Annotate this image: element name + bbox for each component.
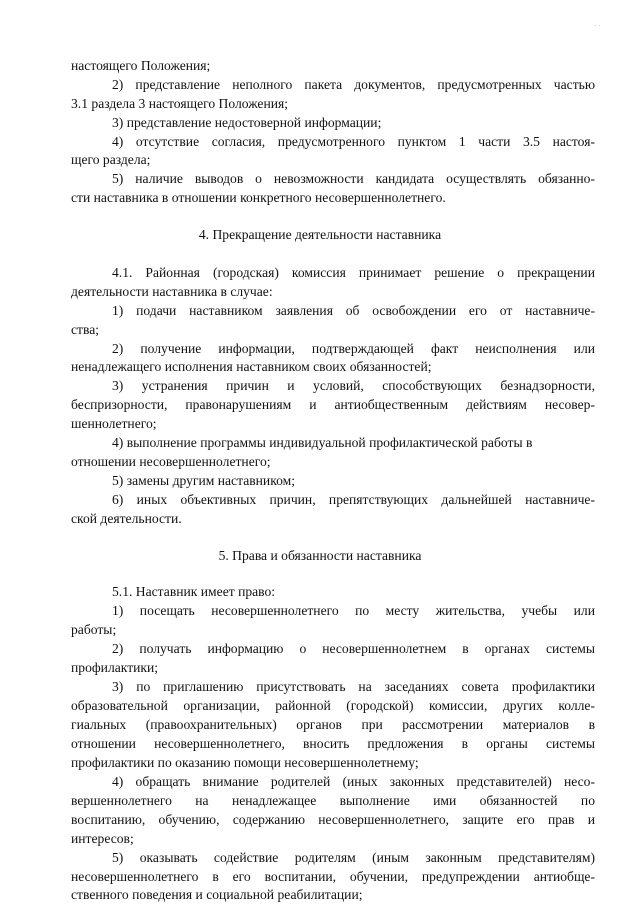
text-line: работы; xyxy=(71,622,117,637)
text-line: ской деятельности. xyxy=(71,511,182,526)
text-line: ства; xyxy=(71,322,100,337)
text-line: образовательной организации, районной (городской) комиссии, других колле- xyxy=(71,698,595,713)
text-line: шеннолетнего; xyxy=(71,416,157,431)
text-line: 5.1. Наставник имеет право: xyxy=(112,584,276,599)
text-line: сти наставника в отношении конкретного несовершеннолетнего. xyxy=(71,190,446,205)
text-line: несовершеннолетнего в его воспитании, обучении, предупреждении антиобще- xyxy=(71,869,595,884)
text-line: гиальных (правоохранительных) органов при рассмотрении материалов в xyxy=(71,717,595,732)
text-line: 3) устранения причин и условий, способствующих безнадзорности, xyxy=(112,378,595,393)
text-line: 5) замены другим наставником; xyxy=(112,473,296,488)
text-line: отношении несовершеннолетнего, вносить предложения в органы системы xyxy=(71,736,595,751)
text-line: 2) получать информацию о несовершеннолетнем в органах системы xyxy=(112,641,595,656)
text-line: беспризорности, правонарушениям и антиобщественным действиям несовер- xyxy=(71,397,595,412)
corner-mark: · · xyxy=(594,22,601,30)
text-line: 4) обращать внимание родителей (иных законных представителей) несо- xyxy=(112,774,595,789)
text-line: ненадлежащего исполнения наставником своих обязанностей; xyxy=(71,359,432,374)
text-line: щего раздела; xyxy=(71,152,151,167)
text-line: 5) оказывать содействие родителям (иным законным представителям) xyxy=(112,850,595,865)
text-line: 1) посещать несовершеннолетнего по месту жительства, учебы или xyxy=(112,603,595,618)
text-line: 2) представление неполного пакета документов, предусмотренных частью xyxy=(112,77,595,92)
text-line: 2) получение информации, подтверждающей факт неисполнения или xyxy=(112,341,595,356)
text-line: деятельности наставника в случае: xyxy=(71,284,273,299)
text-line: 5) наличие выводов о невозможности кандидата осуществлять обязанно- xyxy=(112,171,595,186)
text-line: 4) выполнение программы индивидуальной профилактической работы в xyxy=(112,435,533,450)
text-line: интересов; xyxy=(71,831,134,846)
text-line: настоящего Положения; xyxy=(71,58,211,73)
section-title: 5. Права и обязанности наставника xyxy=(218,548,422,563)
section-title: 4. Прекращение деятельности наставника xyxy=(198,227,442,242)
text-line: 4) отсутствие согласия, предусмотренного пунктом 1 части 3.5 настоя- xyxy=(112,134,595,149)
text-line: 3) по приглашению присутствовать на заседаниях совета профилактики xyxy=(112,679,595,694)
text-line: отношении несовершеннолетнего; xyxy=(71,454,271,469)
text-line: 3.1 раздела 3 настоящего Положения; xyxy=(71,96,289,111)
text-line: воспитанию, обучению, содержанию несовершеннолетнего, защите его прав и xyxy=(71,812,595,827)
text-line: вершеннолетнего на ненадлежащее выполнение ими обязанностей по xyxy=(71,793,595,808)
text-line: 1) подачи наставником заявления об освобождении его от наставниче- xyxy=(112,303,595,318)
text-line: профилактики; xyxy=(71,660,159,675)
text-line: 3) представление недостоверной информации; xyxy=(112,115,382,130)
text-line: профилактики по оказанию помощи несовершеннолетнему; xyxy=(71,755,419,770)
text-line: ственного поведения и социальной реабилитации; xyxy=(71,887,363,902)
text-line: 6) иных объективных причин, препятствующих дальнейшей наставниче- xyxy=(112,492,595,507)
text-line: 4.1. Районная (городская) комиссия принимает решение о прекращении xyxy=(112,265,595,280)
